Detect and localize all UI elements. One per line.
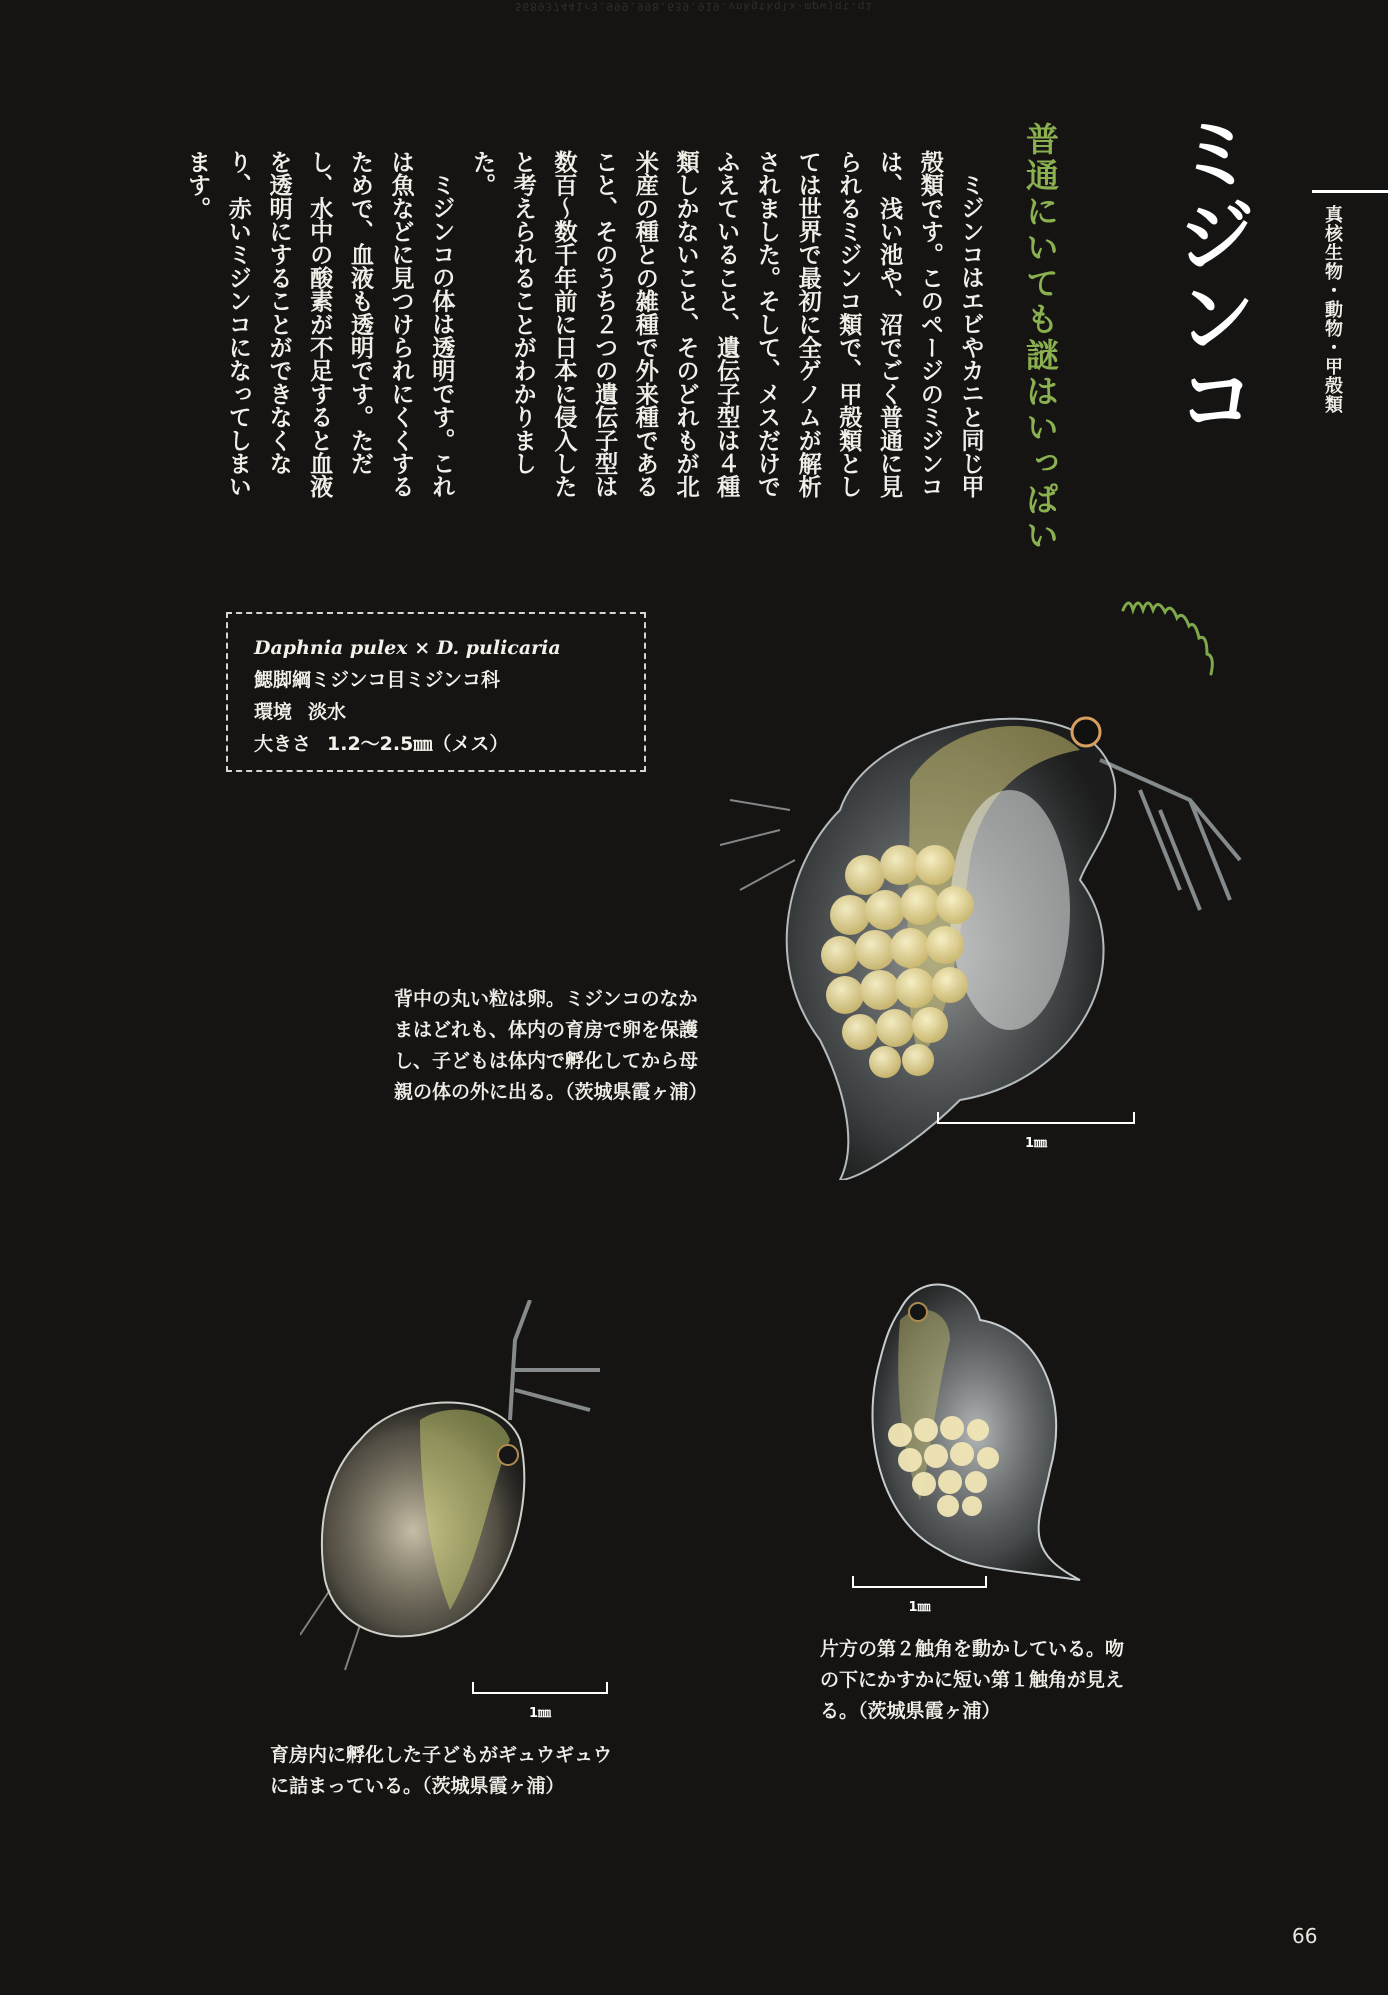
scientific-name: Daphnia pulex × D. pulicaria [254, 637, 561, 659]
page-title: ミジンコ [1163, 112, 1257, 440]
main-scale-bar [937, 1112, 1135, 1124]
environment-value: 淡水 [308, 701, 347, 723]
body-paragraph: ミジンコはエビやカニと同じ甲殻類です。このページのミジンコは、浅い池や、沼でごく普通に見られるミジンコ類で、甲殻類としては世界で最初に全ゲノムが解析されました。そして、メスだけでふえていること、遺伝子型は４種類しかないこと、そのどれもが北米産の種との雑種で外来種であること、そのうち２つの遺伝子型は数百〜数千年前に日本に侵入したと考えられることがわかりました。 [468, 150, 984, 498]
environment-row [254, 696, 618, 728]
right-daphnia-photo [840, 1270, 1100, 1590]
classification: 鰓脚綱ミジンコ目ミジンコ科 [254, 669, 501, 691]
caption-line: 片方の第２触角を動かしている。吻 [820, 1638, 1125, 1660]
page-subtitle: 普通にいても謎はいっぱい [1021, 122, 1060, 554]
caption-line: 育房内に孵化した子どもがギュウギュウ [270, 1744, 613, 1766]
left-photo-caption [270, 1740, 612, 1802]
side-tab-rule [1312, 190, 1388, 193]
size-label: 大きさ [254, 733, 312, 755]
caption-line: の下にかすかに短い第１触角が見え [820, 1669, 1125, 1691]
environment-label: 環境 [254, 701, 293, 723]
caption-line: 背中の丸い粒は卵。ミジンコのなか [394, 988, 698, 1010]
main-daphnia-photo [720, 660, 1280, 1180]
species-info-box [226, 612, 646, 772]
body-paragraph: ミジンコの体は透明です。これは魚などに見つけられにくくするためで、血液も透明です。ただし、水中の酸素が不足すると血液を透明にすることができなくなり、赤いミジンコになってしまいます。 [183, 150, 455, 498]
size-value: 1.2〜2.5㎜（メス） [327, 733, 509, 755]
main-photo-caption [394, 984, 708, 1108]
size-row [254, 728, 618, 760]
caption-line: 親の体の外に出る。（茨城県霞ヶ浦） [394, 1081, 708, 1103]
left-scale-bar [472, 1682, 608, 1694]
caption-line: に詰まっている。（茨城県霞ヶ浦） [270, 1775, 565, 1797]
side-tab-label: 真核生物・動物・甲殻類 [1322, 205, 1343, 414]
right-photo-caption [820, 1634, 1124, 1727]
body-text [170, 150, 990, 520]
main-scale-label: 1㎜ [1024, 1136, 1048, 1151]
page-number: 66 [1292, 1924, 1318, 1948]
caption-line: し、子どもは体内で孵化してから母 [394, 1050, 699, 1072]
right-scale-bar [852, 1576, 987, 1588]
right-scale-label: 1㎜ [908, 1600, 931, 1615]
caption-line: る。（茨城県霞ヶ浦） [820, 1700, 1001, 1722]
left-scale-label: 1㎜ [528, 1706, 552, 1721]
caption-line: まはどれも、体内の育房で卵を保護 [394, 1019, 699, 1041]
left-daphnia-photo [300, 1300, 620, 1680]
page-identifier: 568937441r3.999.998.639.919.vnkgtkqlx-mpwjqt.qi [514, 0, 874, 13]
